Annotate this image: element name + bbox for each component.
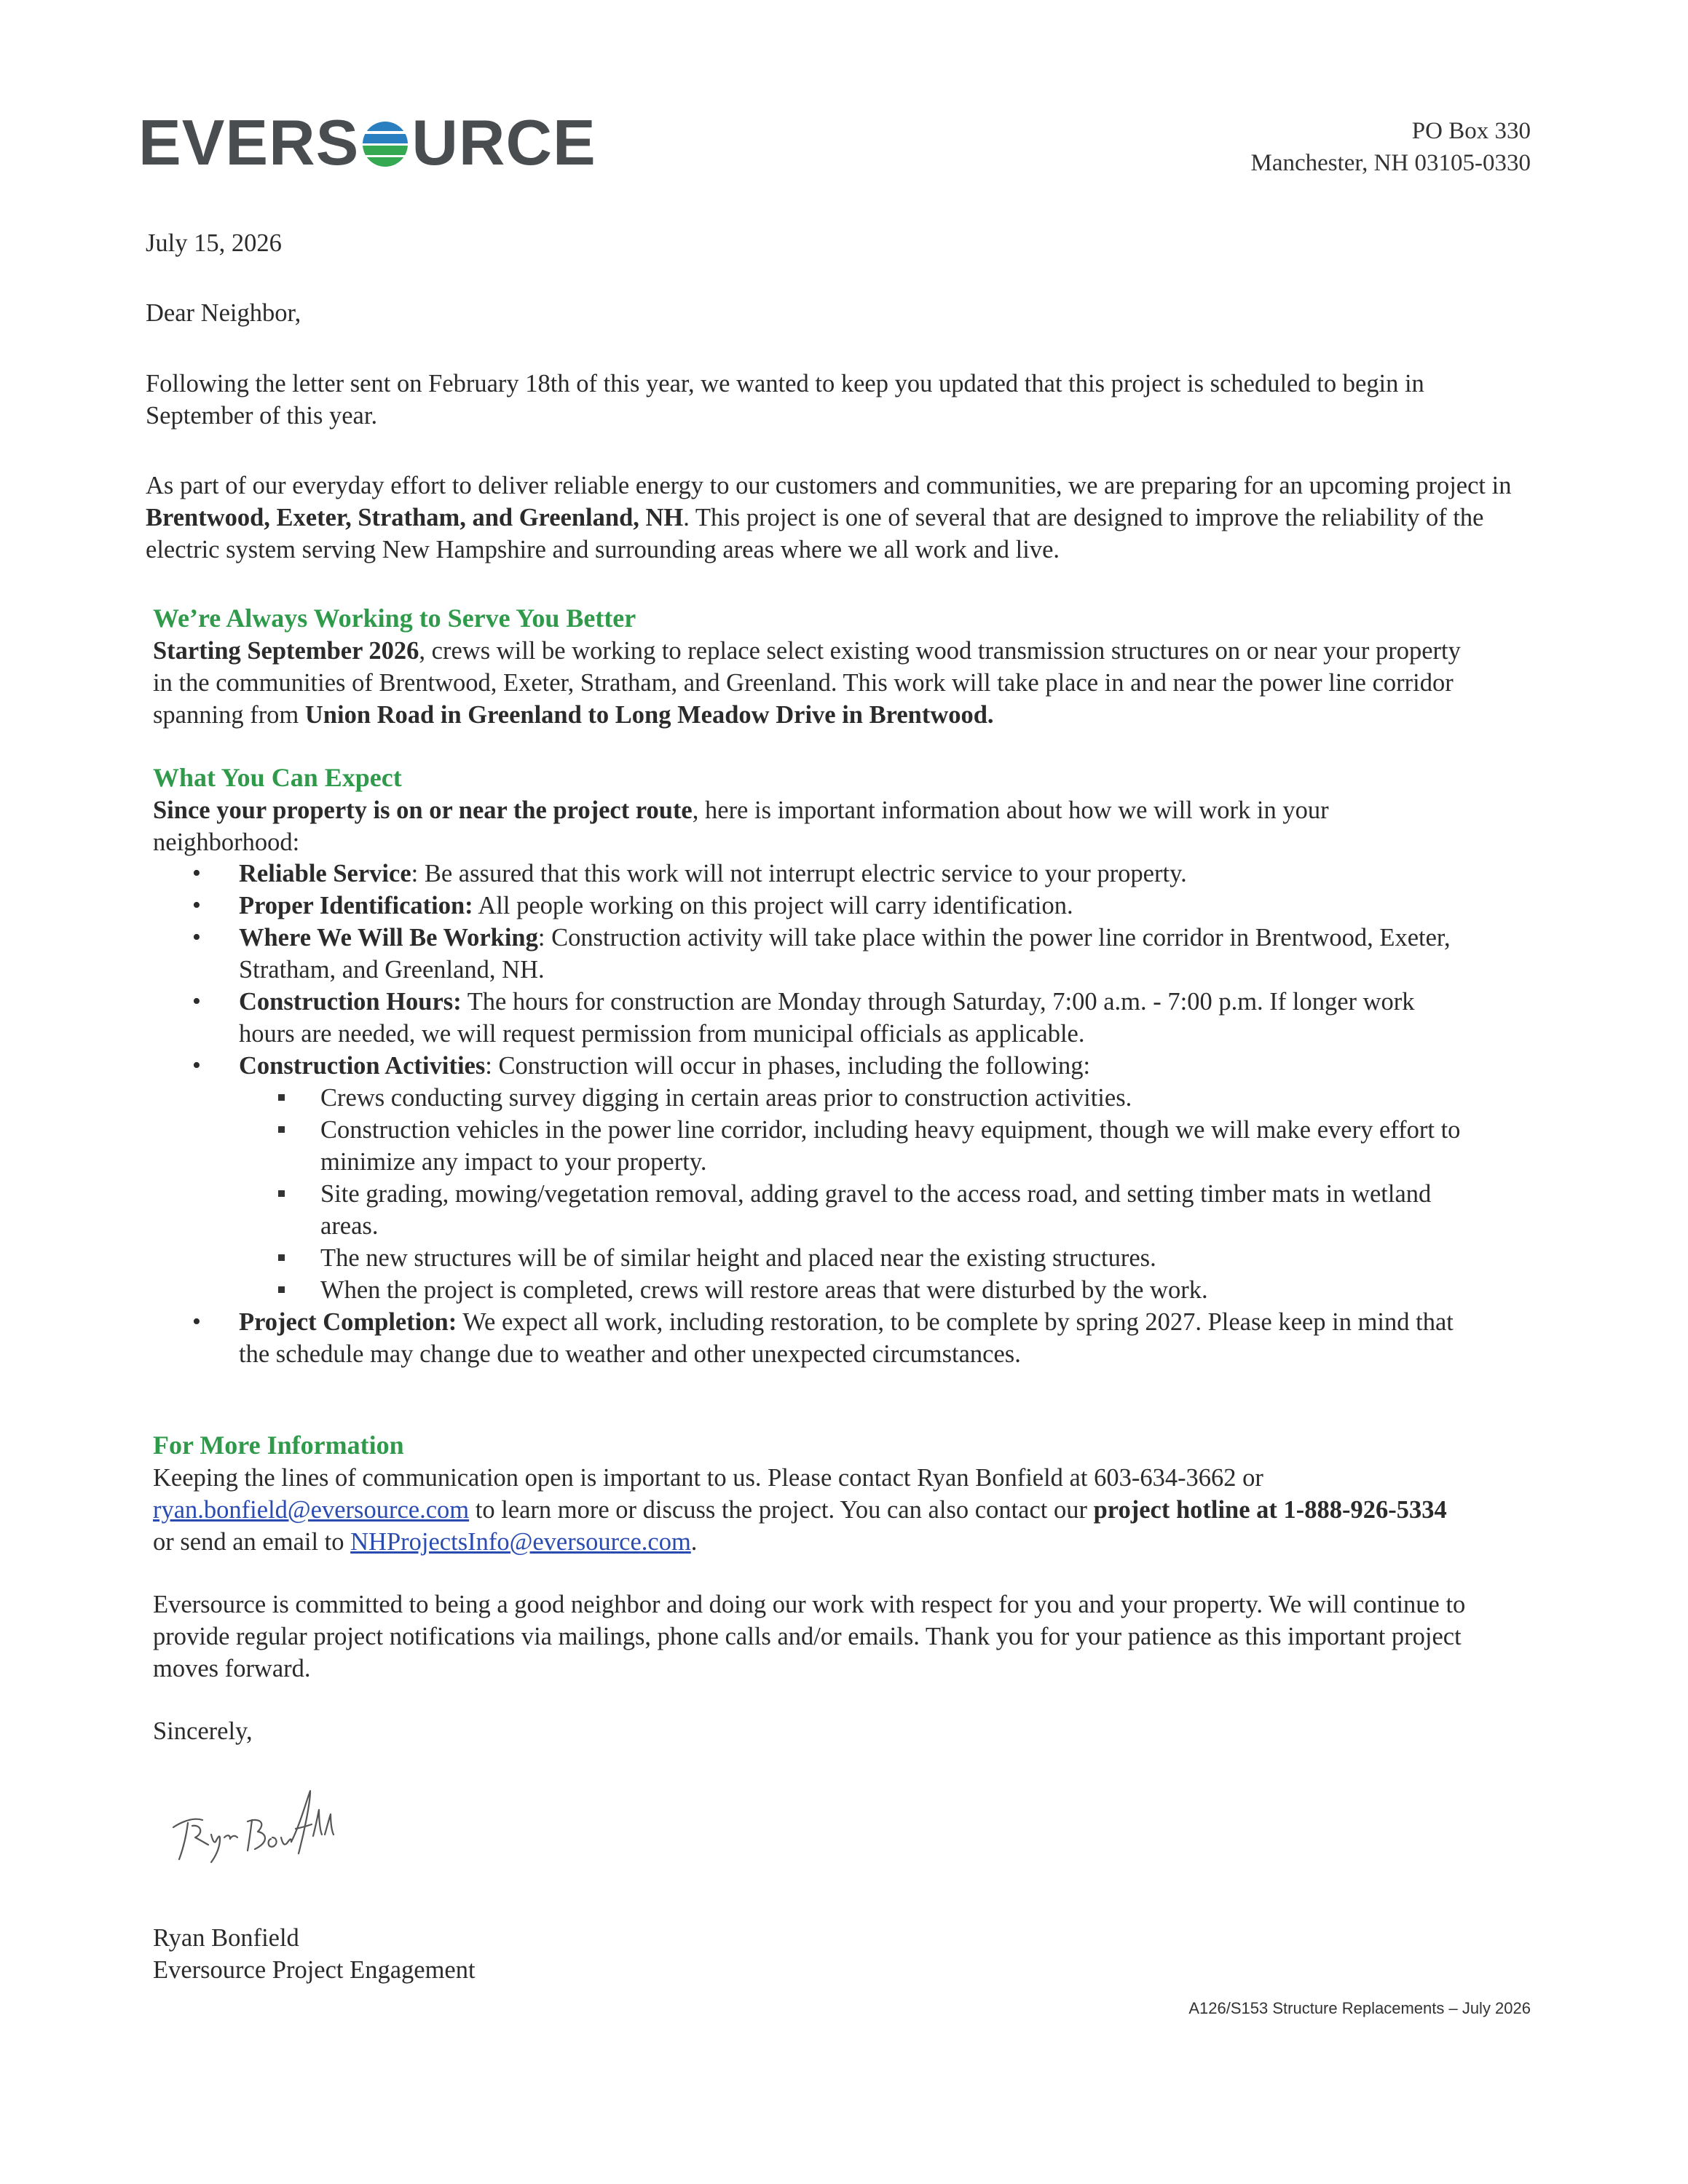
- eversource-logo: [138, 106, 596, 178]
- sub-list-item: The new structures will be of similar height and placed near the existing structures.: [239, 1242, 1464, 1274]
- logo-text-left: EVERS: [138, 106, 360, 178]
- bullet-text: Construction activity will take place within the power line corridor in Brentwood, Exeter, Stratham, and Greenland, NH.: [239, 924, 1451, 984]
- footer-reference: A126/S153 Structure Replacements – July 2026: [1188, 1999, 1531, 2017]
- bullet-text: The hours for construction are Monday through Saturday, 7:00 a.m. - 7:00 p.m. If longer work hours are needed, we will request permission from municipal officials as applicable.: [239, 988, 1415, 1048]
- signer-name: Ryan Bonfield: [153, 1924, 299, 1952]
- sub-list-item: Crews conducting survey digging in certain areas prior to construction activities.: [239, 1082, 1464, 1114]
- logo-o-icon: [361, 120, 409, 168]
- more-info-text-b: to learn more or discuss the project. You can also contact our: [469, 1496, 1094, 1524]
- logo-text-right: URCE: [411, 106, 596, 178]
- bullet-label: Reliable Service: [239, 860, 411, 887]
- list-item: [153, 890, 1464, 922]
- closing-paragraph: Eversource is committed to being a good neighbor and doing our work with respect for you and your property. We will continue to provide regular project notifications via mailings, phone calls and/or emails. Thank you for your patience as this important project moves forward.: [153, 1591, 1466, 1682]
- project-hotline: project hotline at 1-888-926-5334: [1093, 1496, 1447, 1524]
- list-item: [153, 1050, 1464, 1306]
- section-heading-serve-better: We’re Always Working to Serve You Better: [153, 604, 636, 633]
- bullet-sep: :: [411, 860, 425, 887]
- bullet-text: Be assured that this work will not interrupt electric service to your property.: [424, 860, 1187, 887]
- section-heading-what-to-expect: What You Can Expect: [153, 763, 402, 792]
- more-info-text-d: .: [690, 1528, 698, 1556]
- section-more-info-text: [153, 1462, 1449, 1558]
- sign-off: Sincerely,: [153, 1717, 253, 1745]
- list-item: [153, 922, 1464, 986]
- bullet-sep: :: [485, 1052, 499, 1080]
- project-paragraph-text-a: As part of our everyday effort to deliver reliable energy to our customers and communities, we are preparing for an upcoming project in: [146, 472, 1512, 499]
- section-serve-better-text: [153, 635, 1486, 731]
- intro-paragraph: Following the letter sent on February 18th of this year, we wanted to keep you updated that this project is scheduled to begin in September of this year.: [146, 370, 1424, 430]
- more-info-text-c: or send an email to: [153, 1528, 351, 1556]
- salutation: Dear Neighbor,: [146, 299, 301, 327]
- signer-title: Eversource Project Engagement: [153, 1956, 476, 1984]
- handwritten-signature: [167, 1781, 386, 1875]
- bullet-sep: :: [537, 924, 552, 951]
- letter-date: July 15, 2026: [146, 229, 282, 257]
- corridor-span: Union Road in Greenland to Long Meadow Drive in Brentwood.: [304, 701, 994, 729]
- start-date: Starting September 2026: [153, 637, 419, 665]
- bullet-text: Construction will occur in phases, including the following:: [498, 1052, 1091, 1080]
- construction-activities-list: [239, 1082, 1464, 1306]
- bullet-label: Construction Hours:: [239, 988, 462, 1016]
- section-heading-more-info: For More Information: [153, 1431, 404, 1460]
- address-line-1: PO Box 330: [1411, 118, 1531, 144]
- bullet-label: Construction Activities: [239, 1052, 486, 1080]
- project-paragraph: [146, 470, 1533, 566]
- bullet-label: Project Completion:: [239, 1308, 457, 1336]
- more-info-text-a: Keeping the lines of communication open is important to us. Please contact Ryan Bonfield at 603-634-3662 or: [153, 1464, 1263, 1492]
- contact-email-link[interactable]: ryan.bonfield@eversource.com: [153, 1496, 470, 1524]
- list-item: [153, 858, 1464, 890]
- list-item: [153, 986, 1464, 1050]
- section-expect-intro: [153, 794, 1464, 858]
- signer-block: [153, 1922, 476, 1986]
- sub-list-item: Site grading, mowing/vegetation removal, adding gravel to the access road, and setting timber mats in wetland areas.: [239, 1178, 1464, 1242]
- bullet-sep: [462, 988, 468, 1016]
- expect-intro-text: , here is important information about how we will work in your neighborhood:: [153, 796, 1329, 856]
- return-address: [1250, 115, 1531, 179]
- expect-bullet-list: [153, 858, 1464, 1370]
- projects-info-email-link[interactable]: NHProjectsInfo@eversource.com: [350, 1528, 691, 1556]
- project-towns: Brentwood, Exeter, Stratham, and Greenland, NH: [146, 504, 684, 531]
- sub-list-item: When the project is completed, crews will restore areas that were disturbed by the work.: [239, 1274, 1464, 1306]
- sub-list-item: Construction vehicles in the power line corridor, including heavy equipment, though we will make every effort to minimize any impact to your property.: [239, 1114, 1464, 1178]
- bullet-label: Proper Identification:: [239, 892, 473, 919]
- project-paragraph-text-c: . This project is one of several that are designed to improve the reliability of the electric system serving New Hampshire and surrounding areas where we all work and live.: [146, 504, 1484, 563]
- expect-intro-bold: Since your property is on or near the project route: [153, 796, 693, 824]
- bullet-label: Where We Will Be Working: [239, 924, 538, 951]
- bullet-text: We expect all work, including restoration, to be complete by spring 2027. Please keep in mind that the schedule may change due to weather and other unexpected circumstances.: [239, 1308, 1454, 1368]
- list-item: [153, 1306, 1464, 1370]
- section-serve-better-body: , crews will be working to replace select existing wood transmission structures on or near your property in the communities of Brentwood, Exeter, Stratham, and Greenland. This work will take place in and near the power line corridor spanning from: [153, 637, 1461, 729]
- bullet-text: All people working on this project will carry identification.: [478, 892, 1073, 919]
- address-line-2: Manchester, NH 03105-0330: [1250, 150, 1531, 176]
